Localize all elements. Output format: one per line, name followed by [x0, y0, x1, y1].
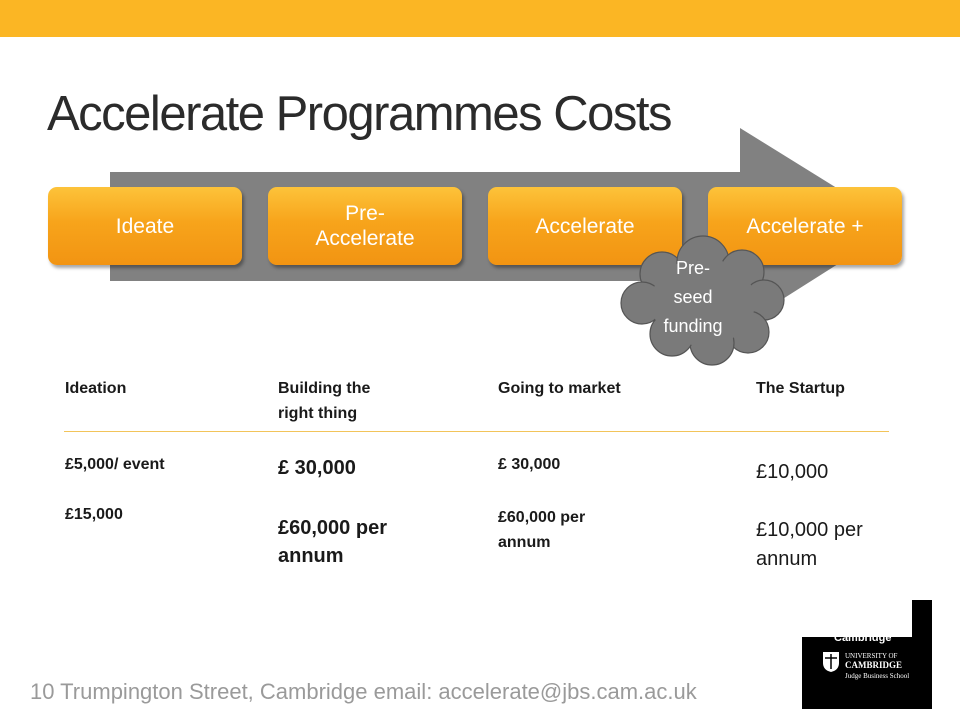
column-building — [278, 376, 370, 426]
column-startup — [756, 376, 845, 401]
cost-value: £5,000/ event — [65, 456, 165, 473]
column-heading: Ideation — [65, 380, 127, 397]
logo-judge-business-school: Judge Business School — [845, 672, 910, 680]
column-heading: Building the — [278, 380, 371, 397]
column-ideation — [65, 376, 126, 401]
column-going-to-market — [498, 376, 621, 401]
header-divider — [64, 431, 889, 432]
column-heading: The Startup — [756, 380, 845, 397]
cost-value: £60,000 per annum — [498, 509, 586, 551]
stage-accelerate-plus: Accelerate + — [708, 187, 902, 265]
column-heading: right thing — [278, 405, 358, 422]
cost-value: £60,000 per annum — [278, 517, 387, 567]
logo-cambridge-text: Cambridge — [834, 632, 892, 644]
cost-value: £ 30,000 — [278, 457, 356, 479]
cloud-label: Pre- seed funding — [663, 258, 723, 336]
logo-university-of: UNIVERSITY OF — [845, 652, 898, 660]
stage-accelerate: Accelerate — [488, 187, 682, 265]
cost-value: £ 30,000 — [498, 456, 561, 473]
logo-cambridge-wordmark: CAMBRIDGE — [845, 660, 903, 670]
slide-title: Accelerate Programmes Costs — [47, 87, 671, 141]
crest-icon — [822, 651, 840, 673]
stage-ideate: Ideate — [48, 187, 242, 265]
cost-value: £15,000 — [65, 506, 123, 523]
logo-strip — [912, 600, 932, 709]
footer-address: 10 Trumpington Street, Cambridge email: accelerate@jbs.cam.ac.uk — [30, 679, 697, 704]
cost-value: £10,000 — [756, 461, 829, 483]
cost-value: £10,000 per annum — [756, 519, 863, 570]
stage-pre-accelerate: Pre- Accelerate — [268, 187, 462, 265]
column-heading: Going to market — [498, 380, 621, 397]
